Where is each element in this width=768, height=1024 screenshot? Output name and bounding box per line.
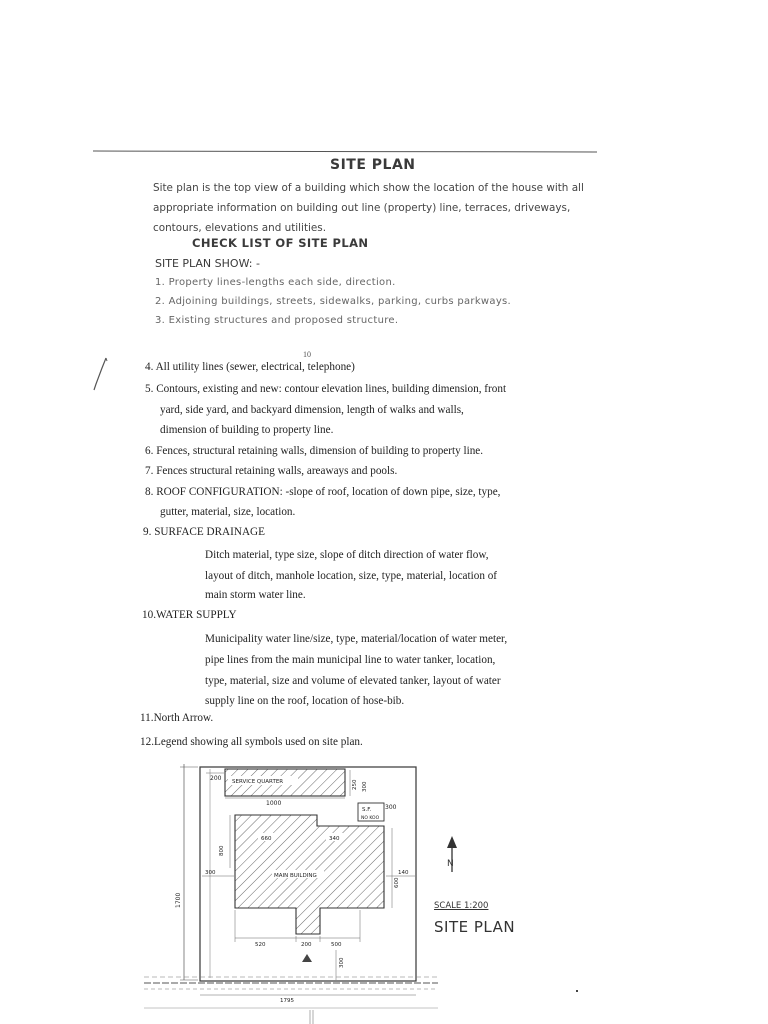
dim-800-left: 800	[219, 845, 225, 856]
scale-label: SCALE 1:200	[434, 901, 489, 911]
dim-1795: 1795	[280, 998, 294, 1004]
dim-1000: 1000	[266, 800, 282, 807]
north-arrow	[444, 834, 460, 874]
dim-300-vertical: 300	[362, 781, 368, 792]
dim-500: 500	[331, 942, 342, 948]
item-9: 9. SURFACE DRAINAGE	[143, 526, 265, 538]
site-plan-caption: SITE PLAN	[434, 918, 516, 936]
main-building-label: MAIN BUILDING	[274, 873, 317, 879]
north-label: N	[447, 859, 454, 869]
item-11: 11.North Arrow.	[140, 712, 214, 724]
checklist-title: CHECK LIST OF SITE PLAN	[192, 236, 369, 250]
dim-300-bottom: 300	[339, 957, 345, 968]
item-5-line-3: dimension of building to property line.	[160, 424, 334, 436]
service-quarter-label: SERVICE QUARTER	[232, 779, 284, 785]
item-9-line-3: main storm water line.	[205, 589, 306, 601]
item-10-line-4: supply line on the roof, location of hose-bib.	[205, 695, 405, 707]
dim-250: 250	[352, 779, 358, 790]
sf-label: S.F.	[362, 807, 372, 813]
dim-200-bottom: 200	[301, 942, 312, 948]
dim-1700: 1700	[175, 892, 182, 908]
item-10-line-1: Municipality water line/size, type, material/location of water meter,	[205, 633, 508, 645]
dim-340: 340	[329, 836, 340, 842]
page-title: SITE PLAN	[330, 157, 416, 173]
intro-paragraph: Site plan is the top view of a building which show the location of the house with all appropriate information on building out line (property) line, terraces, driveways, contours, elevations and utilities.	[153, 182, 584, 234]
item-5-line-2: yard, side yard, and backyard dimension, length of walks and walls,	[160, 404, 464, 416]
item-10: 10.WATER SUPPLY	[142, 609, 237, 621]
dim-660: 660	[261, 836, 272, 842]
item-5: 5. Contours, existing and new: contour elevation lines, building dimension, front	[145, 383, 507, 395]
item-7: 7. Fences structural retaining walls, areaways and pools.	[145, 465, 398, 477]
item-12: 12.Legend showing all symbols used on site plan.	[140, 736, 363, 748]
item-10-line-2: pipe lines from the main municipal line to water tanker, location,	[205, 654, 496, 666]
sf-sublabel: NO KOO	[361, 816, 380, 821]
item-9-line-1: Ditch material, type size, slope of ditch direction of water flow,	[205, 549, 489, 561]
item-10-line-3: type, material, size and volume of elevated tanker, layout of water	[205, 675, 501, 687]
entrance-marker	[302, 954, 312, 962]
dim-300-left: 300	[205, 870, 216, 876]
dim-600: 600	[394, 877, 400, 888]
item-4: 4. All utility lines (sewer, electrical, telephone)	[145, 361, 355, 373]
site-plan-drawing	[140, 758, 440, 1024]
checklist-item-2: 2. Adjoining buildings, streets, sidewalks, parking, curbs parkways.	[155, 296, 512, 307]
margin-mark	[90, 356, 110, 392]
dim-520: 520	[255, 942, 266, 948]
item-6: 6. Fences, structural retaining walls, dimension of building to property line.	[145, 445, 484, 457]
item-9-line-2: layout of ditch, manhole location, size, type, material, location of	[205, 570, 498, 582]
item-8-line-2: gutter, material, size, location.	[160, 506, 296, 518]
dim-200-top: 200	[210, 775, 222, 782]
page-number: 10	[303, 350, 311, 359]
site-plan-show-label: SITE PLAN SHOW: -	[155, 257, 260, 270]
checklist-item-3: 3. Existing structures and proposed structure.	[155, 315, 399, 326]
speck	[576, 990, 578, 992]
dim-140: 140	[398, 870, 409, 876]
dim-300-right: 300	[385, 804, 397, 811]
item-8: 8. ROOF CONFIGURATION: -slope of roof, location of down pipe, size, type,	[145, 486, 501, 498]
checklist-item-1: 1. Property lines-lengths each side, direction.	[155, 277, 396, 288]
top-rule	[93, 151, 597, 153]
